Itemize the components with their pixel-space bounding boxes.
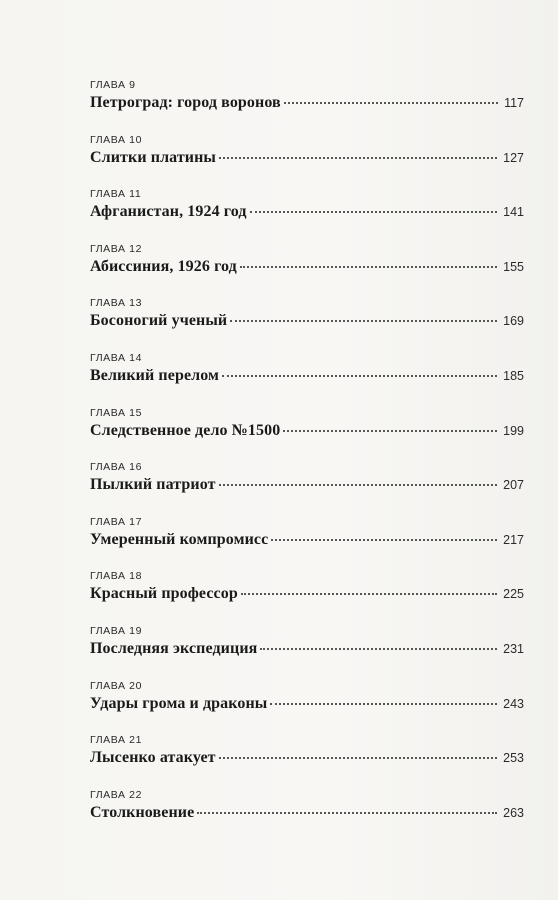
chapter-label: ГЛАВА 14: [90, 351, 143, 364]
chapter-title: Лысенко атакует: [90, 749, 216, 767]
toc-line: [90, 312, 524, 330]
chapter-title: Петроград: город воронов: [90, 94, 281, 111]
page-number: 199: [503, 423, 524, 438]
dot-leader: [230, 320, 497, 322]
toc-line: [90, 749, 524, 767]
toc-line: [90, 804, 524, 822]
page-number: 141: [503, 205, 524, 220]
chapter-label: ГЛАВА 10: [90, 133, 143, 146]
page-number: 253: [503, 751, 524, 766]
chapter-title: Столкновение: [90, 803, 195, 821]
dot-leader: [283, 430, 497, 432]
toc-line: [90, 203, 524, 221]
chapter-label: ГЛАВА 13: [90, 297, 143, 310]
toc-line: [90, 640, 524, 658]
page-number: 243: [503, 696, 524, 711]
dot-leader: [271, 539, 497, 541]
chapter-label: ГЛАВА 20: [90, 679, 143, 692]
chapter-title: Афганистан, 1924 год: [90, 203, 247, 221]
chapter-title: Пылкий патриот: [90, 476, 216, 494]
toc-line: [90, 422, 524, 440]
toc-entry-chapter-14: [90, 349, 524, 404]
toc-entry-chapter-10: [90, 131, 524, 186]
chapter-title: Великий перелом: [90, 366, 220, 384]
page-number: 127: [503, 150, 524, 165]
toc-entry-chapter-16: [90, 458, 524, 513]
page-number: 117: [504, 96, 524, 110]
dot-leader: [197, 812, 497, 814]
chapter-label: ГЛАВА 21: [90, 734, 143, 747]
chapter-label: ГЛАВА 12: [90, 242, 143, 255]
toc-entry-chapter-9: [90, 76, 524, 131]
chapter-title: Абиссиния, 1926 год: [90, 257, 237, 275]
toc-entry-chapter-22: [90, 786, 524, 841]
chapter-title: Удары грома и драконы: [90, 694, 268, 712]
chapter-label: ГЛАВА 18: [90, 570, 143, 583]
page-number: 263: [503, 805, 524, 820]
page-number: 185: [503, 368, 524, 383]
table-of-contents: [90, 76, 524, 840]
chapter-title: Умеренный компромисс: [90, 530, 269, 548]
toc-line: [90, 585, 524, 603]
toc-line: [90, 94, 524, 112]
dot-leader: [219, 157, 497, 159]
toc-entry-chapter-21: [90, 731, 524, 786]
toc-entry-chapter-12: [90, 240, 524, 295]
toc-entry-chapter-20: [90, 677, 524, 732]
page-number: 155: [503, 259, 524, 274]
toc-line: [90, 258, 524, 276]
chapter-label: ГЛАВА 15: [90, 406, 143, 419]
chapter-title: Слитки платины: [90, 148, 217, 166]
dot-leader: [219, 484, 498, 486]
chapter-label: ГЛАВА 19: [90, 624, 143, 637]
dot-leader: [219, 757, 498, 759]
toc-line: [90, 695, 524, 713]
dot-leader: [260, 648, 497, 650]
toc-entry-chapter-19: [90, 622, 524, 677]
chapter-label: ГЛАВА 11: [90, 188, 142, 201]
page-number: 169: [503, 314, 524, 329]
dot-leader: [240, 266, 497, 268]
chapter-label: ГЛАВА 9: [90, 79, 136, 91]
page-number: 217: [503, 532, 524, 547]
page-number: 231: [503, 641, 524, 656]
toc-entry-chapter-11: [90, 185, 524, 240]
chapter-label: ГЛАВА 17: [90, 515, 143, 528]
toc-entry-chapter-13: [90, 294, 524, 349]
dot-leader: [241, 593, 497, 595]
toc-entry-chapter-18: [90, 567, 524, 622]
dot-leader: [284, 102, 498, 104]
page-number: 207: [503, 478, 524, 493]
toc-entry-chapter-15: [90, 404, 524, 459]
toc-entry-chapter-17: [90, 513, 524, 568]
toc-line: [90, 476, 524, 494]
toc-line: [90, 367, 524, 385]
dot-leader: [250, 211, 498, 213]
chapter-label: ГЛАВА 22: [90, 788, 143, 801]
chapter-label: ГЛАВА 16: [90, 461, 143, 474]
chapter-title: Босоногий ученый: [90, 312, 228, 330]
chapter-title: Следственное дело №1500: [90, 421, 281, 439]
chapter-title: Красный профессор: [90, 585, 238, 603]
dot-leader: [270, 703, 497, 705]
chapter-title: Последняя экспедиция: [90, 639, 258, 657]
toc-line: [90, 149, 524, 167]
dot-leader: [222, 375, 497, 377]
toc-line: [90, 531, 524, 549]
page-number: 225: [503, 587, 524, 602]
